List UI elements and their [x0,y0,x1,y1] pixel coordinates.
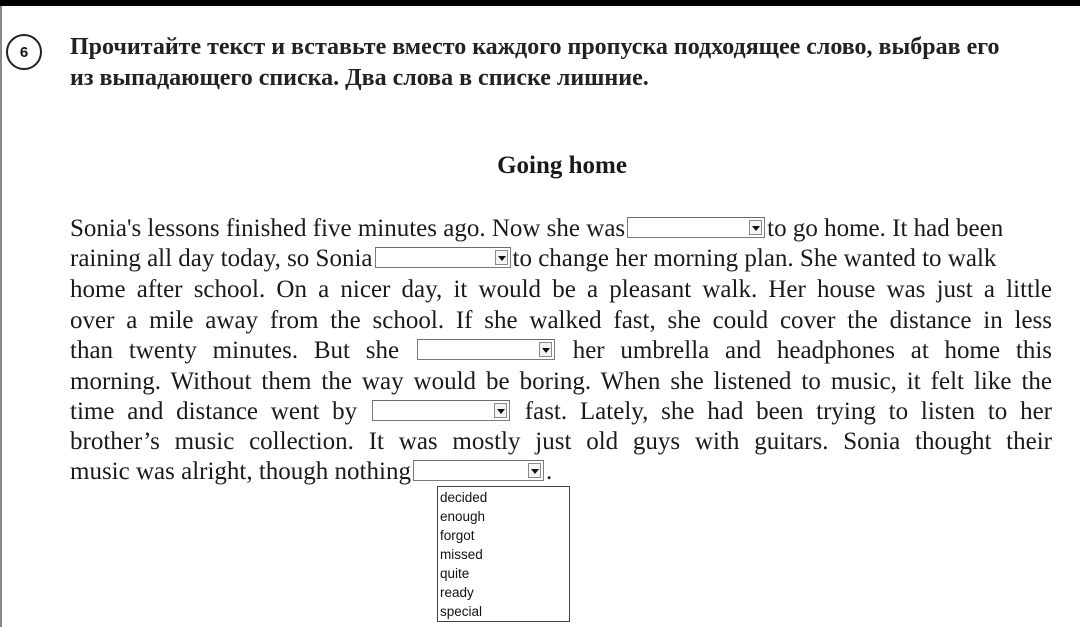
instruction-line-2: из выпадающего списка. Два слова в списке лишние. [70,65,649,91]
task-instruction [70,32,1060,94]
chevron-down-icon[interactable] [495,250,508,265]
dropdown-option[interactable]: ready [440,585,474,600]
gap-1-select[interactable] [627,217,765,238]
gap-3-select[interactable] [417,339,555,360]
instruction-line-1: Прочитайте текст и вставьте вместо каждого пропуска подходящее слово, выбрав его [70,34,1000,60]
chevron-down-icon[interactable] [539,342,552,357]
dropdown-options-list[interactable] [437,486,570,622]
dropdown-option[interactable]: decided [440,490,488,505]
gap-4-select[interactable] [372,400,510,421]
text-segment: Sonia's lessons finished five minutes ago. Now she was [70,215,626,242]
dropdown-option[interactable]: enough [440,509,486,524]
dropdown-option[interactable]: quite [440,566,470,581]
text-title: Going home [497,152,627,179]
text-segment: . [545,458,553,485]
text-line-1 [70,213,1052,244]
top-border [0,0,1080,6]
text-line-8: brother’s music collection. It was mostly just old guys with guitars. Sonia thought their [70,428,1052,455]
gap-5-select[interactable] [413,460,544,481]
text-line-7 [70,396,1052,427]
text-line-2 [70,243,1052,274]
gap-2-select[interactable] [375,247,511,268]
text-segment: to go home. It had been [767,215,1004,242]
text-line-5 [70,335,1052,366]
text-segment: fast. Lately, she had been trying to listen to her [524,398,1053,425]
text-line-3: home after school. On a nicer day, it would be a pleasant walk. Her house was just a little [70,276,1052,303]
text-segment: music was alright, though nothing [70,458,411,485]
chevron-down-icon[interactable] [749,220,762,235]
dropdown-option[interactable]: special [440,604,483,619]
text-segment: to change her morning plan. She wanted to walk [512,245,997,272]
dropdown-option[interactable]: missed [440,547,483,562]
task-number: 6 [6,34,42,70]
text-line-6: morning. Without them the way would be boring. When she listened to music, it felt like the [70,368,1052,395]
left-border [0,6,2,627]
chevron-down-icon[interactable] [528,463,541,478]
text-segment: raining all day today, so Sonia [70,245,373,272]
text-segment: time and distance went by [70,398,358,425]
text-segment: her umbrella and headphones at home this [572,337,1053,364]
text-line-4: over a mile away from the school. If she walked fast, she could cover the distance in less [70,307,1052,334]
text-segment: than twenty minutes. But she [70,337,400,364]
dropdown-option[interactable]: forgot [440,528,475,543]
chevron-down-icon[interactable] [494,403,507,418]
text-line-9 [70,456,1052,487]
